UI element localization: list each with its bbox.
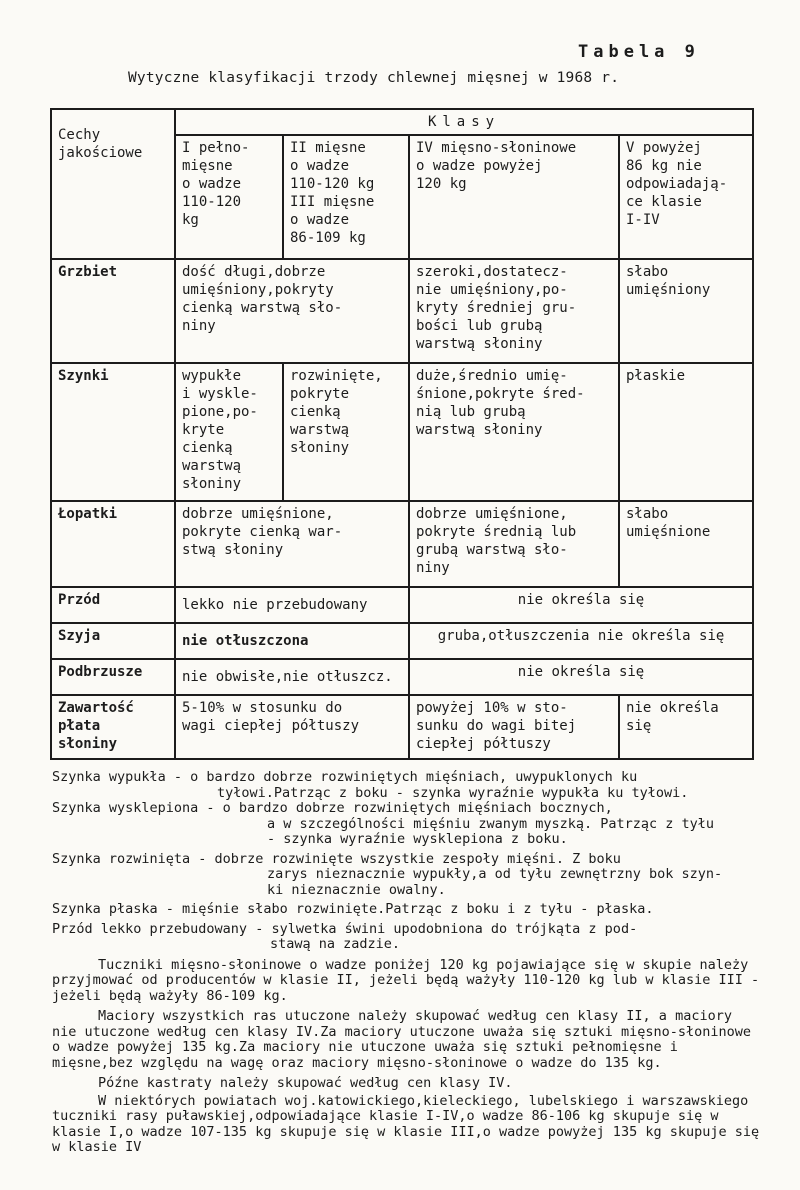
note-line: Przód lekko przebudowany - sylwetka świni upodobniona do trójkąta z pod-: [52, 920, 638, 937]
cell-szynki-2-3: rozwinięte, pokryte cienką warstwą słoniny: [283, 363, 409, 501]
row-label-szyja: Szyja: [51, 623, 175, 659]
row-label-grzbiet: Grzbiet: [51, 259, 175, 363]
table-row: [51, 259, 753, 363]
cell-szynki-4: duże,średnio umię- śnione,pokryte śred- nią lub grubą warstwą słoniny: [409, 363, 619, 501]
cell-grzbiet-4: szeroki,dostatecz- nie umięśniony,po- kryty średniej gru- bości lub grubą warstwą słoniny: [409, 259, 619, 363]
row-label-szynki: Szynki: [51, 363, 175, 501]
class-4-header: IV mięsno-słoninowe o wadze powyżej 120 kg: [409, 135, 619, 259]
cell-lopatki-1-3: dobrze umięśnione, pokryte cienką war- stwą słoniny: [175, 501, 409, 587]
paragraph: Maciory wszystkich ras utuczone należy skupować według cen klasy II, a maciory nie utuczone według cen klasy IV.Za maciory utuczone uważa się sztuki mięsno-słoninowe o wadze powyżej 135 kg.Za maciory nie utuczone uważa się sztuki pełnomięsne i mięsne,bez względu na wagę oraz maciory mięsno-słoninowe o wadze do 135 kg.: [52, 1008, 751, 1071]
note-line: zarys nieznacznie wypukły,a od tyłu zewnętrzny bok szyn-: [267, 866, 723, 882]
note-line: tyłowi.Patrząc z boku - szynka wyraźnie wypukła ku tyłowi.: [217, 784, 689, 801]
table-row: [51, 501, 753, 587]
row-label-zawartosc: Zawartość płata słoniny: [51, 695, 175, 759]
cell-szyja-1-3: nie otłuszczona: [175, 623, 409, 659]
note-line: stawą na zadzie.: [270, 936, 401, 952]
cell-zawartosc-5: nie określa się: [619, 695, 753, 759]
cell-przod-1-3: lekko nie przebudowany: [175, 587, 409, 623]
cell-podbrzusze-1-3: nie obwisłe,nie otłuszcz.: [175, 659, 409, 695]
cell-przod-4-5: nie określa się: [409, 587, 753, 623]
class-2-3-header: II mięsne o wadze 110-120 kg III mięsne o wadze 86-109 kg: [283, 135, 409, 259]
notes-section: [52, 770, 762, 1156]
row-label-podbrzusze: Podbrzusze: [51, 659, 175, 695]
table-number: Tabela 9: [578, 42, 700, 62]
table-row: [51, 623, 753, 659]
class-1-header: I pełno- mięsne o wadze 110-120 kg: [175, 135, 283, 259]
cell-zawartosc-1-3: 5-10% w stosunku do wagi ciepłej półtuszy: [175, 695, 409, 759]
row-label-lopatki: Łopatki: [51, 501, 175, 587]
row-label-przod: Przód: [51, 587, 175, 623]
cell-lopatki-4: dobrze umięśnione, pokryte średnią lub grubą warstwą sło- niny: [409, 501, 619, 587]
note-line: Szynka wysklepiona - o bardzo dobrze rozwiniętych mięśniach bocznych,: [52, 800, 613, 816]
class-5-header: V powyżej 86 kg nie odpowiadają- ce klasie I-IV: [619, 135, 753, 259]
classification-table: [50, 108, 754, 760]
paragraph: Tuczniki mięsno-słoninowe o wadze poniżej 120 kg pojawiające się w skupie należy przyjmować od producentów w klasie II, jeżeli będą ważyły 110-120 kg lub w klasie III - jeżeli będą ważyły 86-109 kg.: [52, 956, 760, 1004]
table-row: [51, 587, 753, 623]
table-row: [51, 659, 753, 695]
cell-lopatki-5: słabo umięśnione: [619, 501, 753, 587]
note-line: Szynka rozwinięta - dobrze rozwinięte wszystkie zespoły mięśni. Z boku: [52, 850, 621, 867]
note-line: ki nieznacznie owalny.: [267, 881, 446, 898]
paragraph: W niektórych powiatach woj.katowickiego,kieleckiego, lubelskiego i warszawskiego tuczniki rasy puławskiej,odpowiadające klasie I-IV,o wadze 86-106 kg skupuje się w klasie I,o wadze 107-135 kg skupuje się w klasie III,o wadze powyżej 135 kg skupuje się w klasie IV: [52, 1092, 760, 1155]
cell-grzbiet-5: słabo umięśniony: [619, 259, 753, 363]
note-line: a w szczególności mięśniu zwanym myszką. Patrząc z tyłu: [267, 815, 715, 832]
page-title: Wytyczne klasyfikacji trzody chlewnej mięsnej w 1968 r.: [128, 70, 620, 86]
cell-podbrzusze-4-5: nie określa się: [409, 659, 753, 695]
note-line: - szynka wyraźnie wysklepiona z boku.: [267, 831, 568, 847]
paragraph: Późne kastraty należy skupować według cen klasy IV.: [98, 1075, 513, 1091]
table-row: [51, 695, 753, 759]
cell-szynki-1: wypukłe i wyskle- pione,po- kryte cienką warstwą słoniny: [175, 363, 283, 501]
note-line: Szynka płaska - mięśnie słabo rozwinięte.Patrząc z boku i z tyłu - płaska.: [52, 901, 654, 917]
cell-szynki-5: płaskie: [619, 363, 753, 501]
features-label: Cechy jakościowe: [58, 127, 143, 161]
note-line: Szynka wypukła - o bardzo dobrze rozwiniętych mięśniach, uwypuklonych ku: [52, 769, 638, 785]
table-row: [51, 363, 753, 501]
cell-zawartosc-4: powyżej 10% w sto- sunku do wagi bitej ciepłej półtuszy: [409, 695, 619, 759]
header-klasy: Klasy: [175, 109, 753, 135]
cell-szyja-4-5: gruba,otłuszczenia nie określa się: [409, 623, 753, 659]
header-features: [51, 109, 175, 259]
cell-grzbiet-1-3: dość długi,dobrze umięśniony,pokryty cienką warstwą sło- niny: [175, 259, 409, 363]
